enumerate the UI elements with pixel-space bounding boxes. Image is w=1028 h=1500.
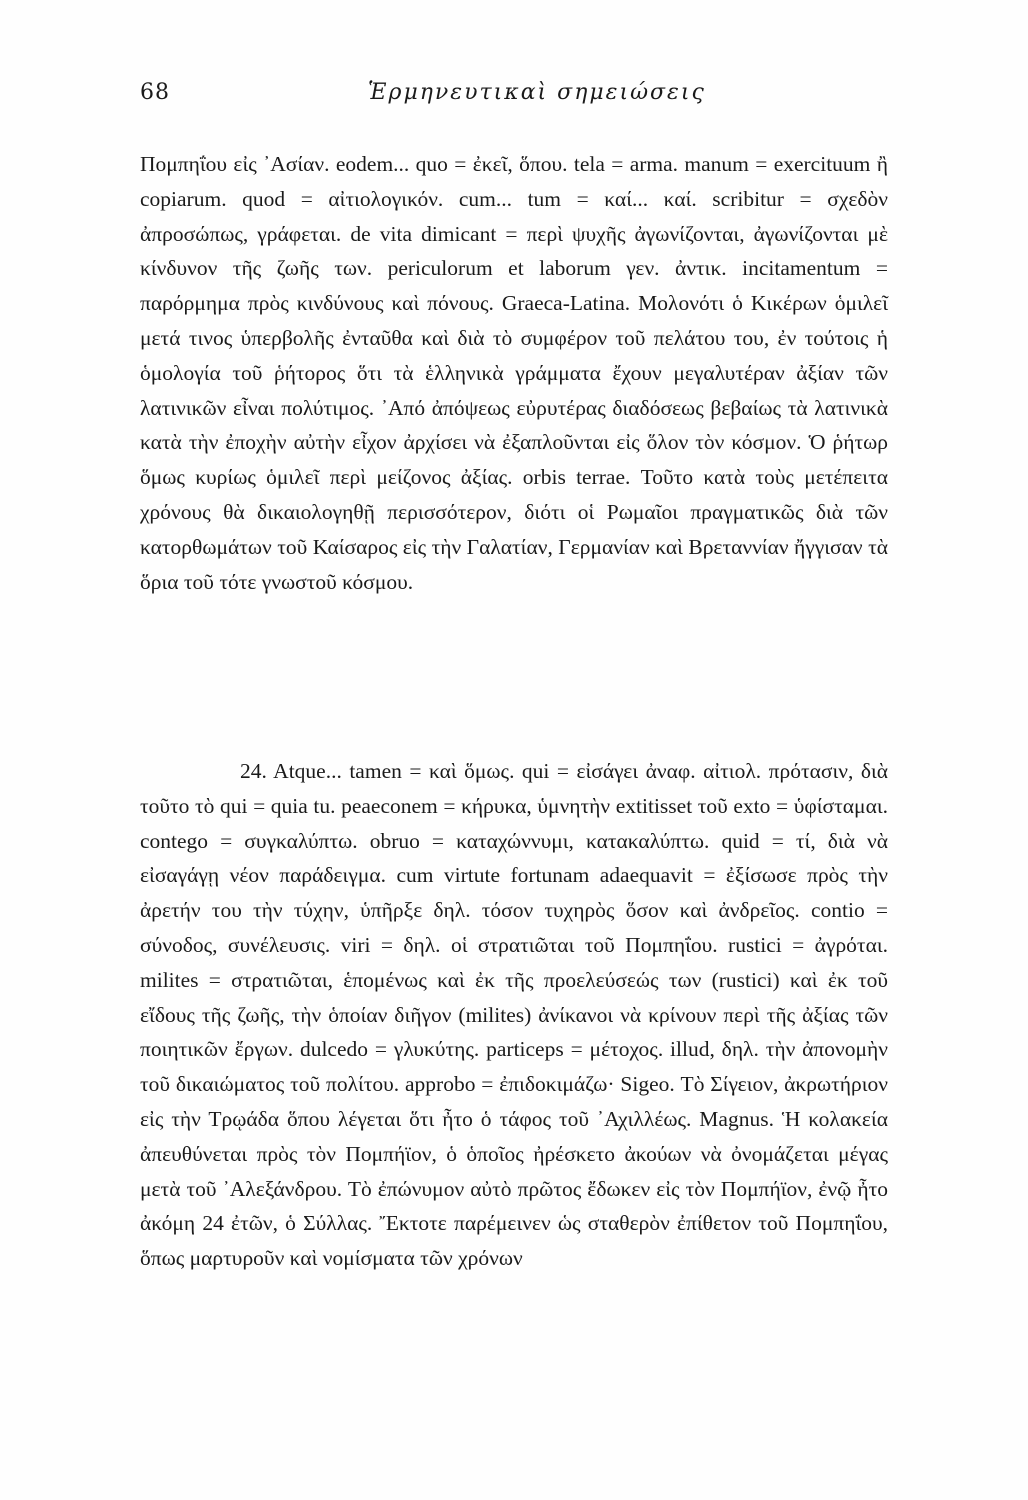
paragraph-commentary-1: Πομπηΐου εἰς ᾿Ασίαν. eodem... quo = ἐκεῖ, ὅπου. tela = arma. manum = exercituum ἢ copiarum. quod = αἰτιολογικόν. cum... tum = καί... καί. scribitur = σχεδὸν ἀπροσώπως, γράφεται. de vita dimicant = περὶ ψυχῆς ἀγωνίζονται, ἀγωνίζονται μὲ κίνδυνον τῆς ζωῆς των. periculorum et laborum γεν. ἀντικ. incitamentum = παρόρμημα πρὸς κινδύνους καὶ πόνους. Graeca-Latina. Μολονότι ὁ Κικέρων ὁμιλεῖ μετά τινος ὑπερβολῆς ἐνταῦθα καὶ διὰ τὸ συμφέρον τοῦ πελάτου του, ἐν τούτοις ἡ ὁμολογία τοῦ ῥήτορος ὅτι τὰ ἑλληνικὰ γράμματα ἔχουν μεγαλυτέραν ἀξίαν τῶν λατινικῶν εἶναι πολύτιμος. ᾿Από ἀπόψεως εὐρυτέρας διαδόσεως βεβαίως τὰ λατινικὰ κατὰ τὴν ἐποχὴν αὐτὴν εἶχον ἀρχίσει νὰ ἐξαπλοῦνται εἰς ὅλον τὸν κόσμον. Ὁ ῥήτωρ ὅμως κυρίως ὁμιλεῖ περὶ μείζονος ἀξίας. orbis terrae. Τοῦτο κατὰ τοὺς μετέπειτα χρόνους θὰ δικαιολογηθῇ περισσότερον, διότι οἱ Ρωμαῖοι πραγματικῶς διὰ τῶν κατορθωμάτων τοῦ Καίσαρος εἰς τὴν Γαλατίαν, Γερμανίαν καὶ Βρεταννίαν ἤγγισαν τὰ ὅρια τοῦ τότε γνωστοῦ κόσμου. — [140, 152, 888, 594]
page-header — [140, 80, 900, 116]
page-number: 68 — [140, 80, 170, 105]
paragraph-commentary-24: 24. Atque... tamen = καὶ ὅμως. qui = εἰσάγει ἀναφ. αἰτιολ. πρότασιν, διὰ τοῦτο τὸ qui = quia tu. peaeconem = κήρυκα, ὑμνητὴν extitisset τοῦ exto = ὑφίσταμαι. contego = συγκαλύπτω. obruo = καταχώννυμι, κατακαλύπτω. quid = τί, διὰ νὰ εἰσαγάγῃ νέον παράδειγμα. cum virtute fortunam adaequavit = ἐξίσωσε πρὸς τὴν ἀρετήν του τὴν τύχην, ὑπῆρξε δηλ. τόσον τυχηρὸς ὅσον καὶ ἀνδρεῖος. contio = σύνοδος, συνέλευσις. viri = δηλ. οἱ στρατιῶται τοῦ Πομπηΐου. rustici = ἀγρόται. milites = στρατιῶται, ἑπομένως καὶ ἐκ τῆς προελεύσεώς των (rustici) καὶ ἐκ τοῦ εἴδους τῆς ζωῆς, τὴν ὁποίαν διῆγον (milites) ἀνίκανοι νὰ κρίνουν περὶ τῆς ἀξίας τῶν ποιητικῶν ἔργων. dulcedo = γλυκύτης. particeps = μέτοχος. illud, δηλ. τὴν ἀπονομὴν τοῦ δικαιώματος τοῦ πολίτου. approbo = ἐπιδοκιμάζω· Sigeo. Τὸ Σίγειον, ἀκρωτήριον εἰς τὴν Τρῳάδα ὅπου λέγεται ὅτι ἦτο ὁ τάφος τοῦ ᾿Αχιλλέως. Magnus. Ἡ κολακεία ἀπευθύνεται πρὸς τὸν Πομπήϊον, ὁ ὁποῖος ἠρέσκετο ἀκούων νὰ ὀνομάζεται μέγας μετὰ τοῦ ᾿Αλεξάνδρου. Τὸ ἐπώνυμον αὐτὸ πρῶτος ἔδωκεν εἰς τὸν Πομπήϊον, ἐνῷ ἦτο ἀκόμη 24 ἐτῶν, ὁ Σύλλας. Ἔκτοτε παρέμεινεν ὡς σταθερὸν ἐπίθετον τοῦ Πομπηΐου, ὅπως μαρτυροῦν καὶ νομίσματα τῶν χρόνων — [140, 759, 888, 1271]
running-title: Ἑρμηνευτικαὶ σημειώσεις — [368, 80, 706, 105]
